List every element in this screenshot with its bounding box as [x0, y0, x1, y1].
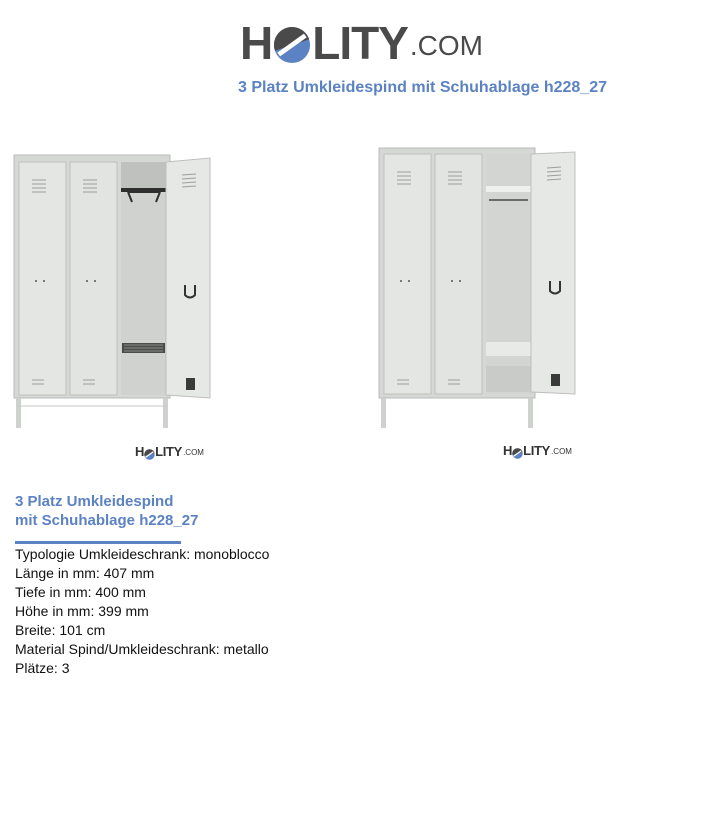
logo-o-icon [512, 446, 523, 457]
product-title [15, 492, 198, 530]
logo-text: LITY [155, 444, 183, 459]
logo-text: LITY [523, 443, 551, 458]
spec-material: Material Spind/Umkleideschrank: metallo [15, 641, 269, 657]
spec-length: Länge in mm: 407 mm [15, 565, 155, 581]
spec-depth: Tiefe in mm: 400 mm [15, 584, 146, 600]
logo-letter-h: H [240, 17, 273, 69]
page-title: 3 Platz Umkleidespind mit Schuhablage h228_27 [237, 79, 607, 96]
logo-text: LITY [312, 17, 408, 69]
logo-suffix: .COM [409, 30, 484, 61]
holity-logo[interactable] [240, 10, 483, 70]
spec-list [15, 545, 269, 678]
logo-suffix: .COM [183, 448, 204, 457]
locker-open-door-icon [10, 150, 220, 435]
holity-logo-small-2 [503, 444, 572, 458]
spec-places: Plätze: 3 [15, 660, 70, 676]
product-title-line-1: 3 Platz Umkleidespind [15, 493, 174, 510]
title-divider [15, 541, 181, 544]
spec-typology: Typologie Umkleideschrank: monoblocco [15, 546, 270, 562]
logo-o-icon [273, 26, 311, 64]
logo-letter-h: H [135, 444, 145, 459]
logo-o-icon [144, 447, 155, 458]
product-title-line-2: mit Schuhablage h228_27 [15, 512, 199, 529]
logo-suffix: .COM [551, 447, 572, 456]
product-image-2[interactable] [375, 144, 585, 434]
product-image-1[interactable] [10, 150, 220, 435]
spec-height: Höhe in mm: 399 mm [15, 603, 149, 619]
spec-width: Breite: 101 cm [15, 622, 106, 638]
holity-logo-small-1 [135, 445, 204, 459]
locker-open-shelves-icon [375, 144, 585, 434]
logo-letter-h: H [503, 443, 513, 458]
